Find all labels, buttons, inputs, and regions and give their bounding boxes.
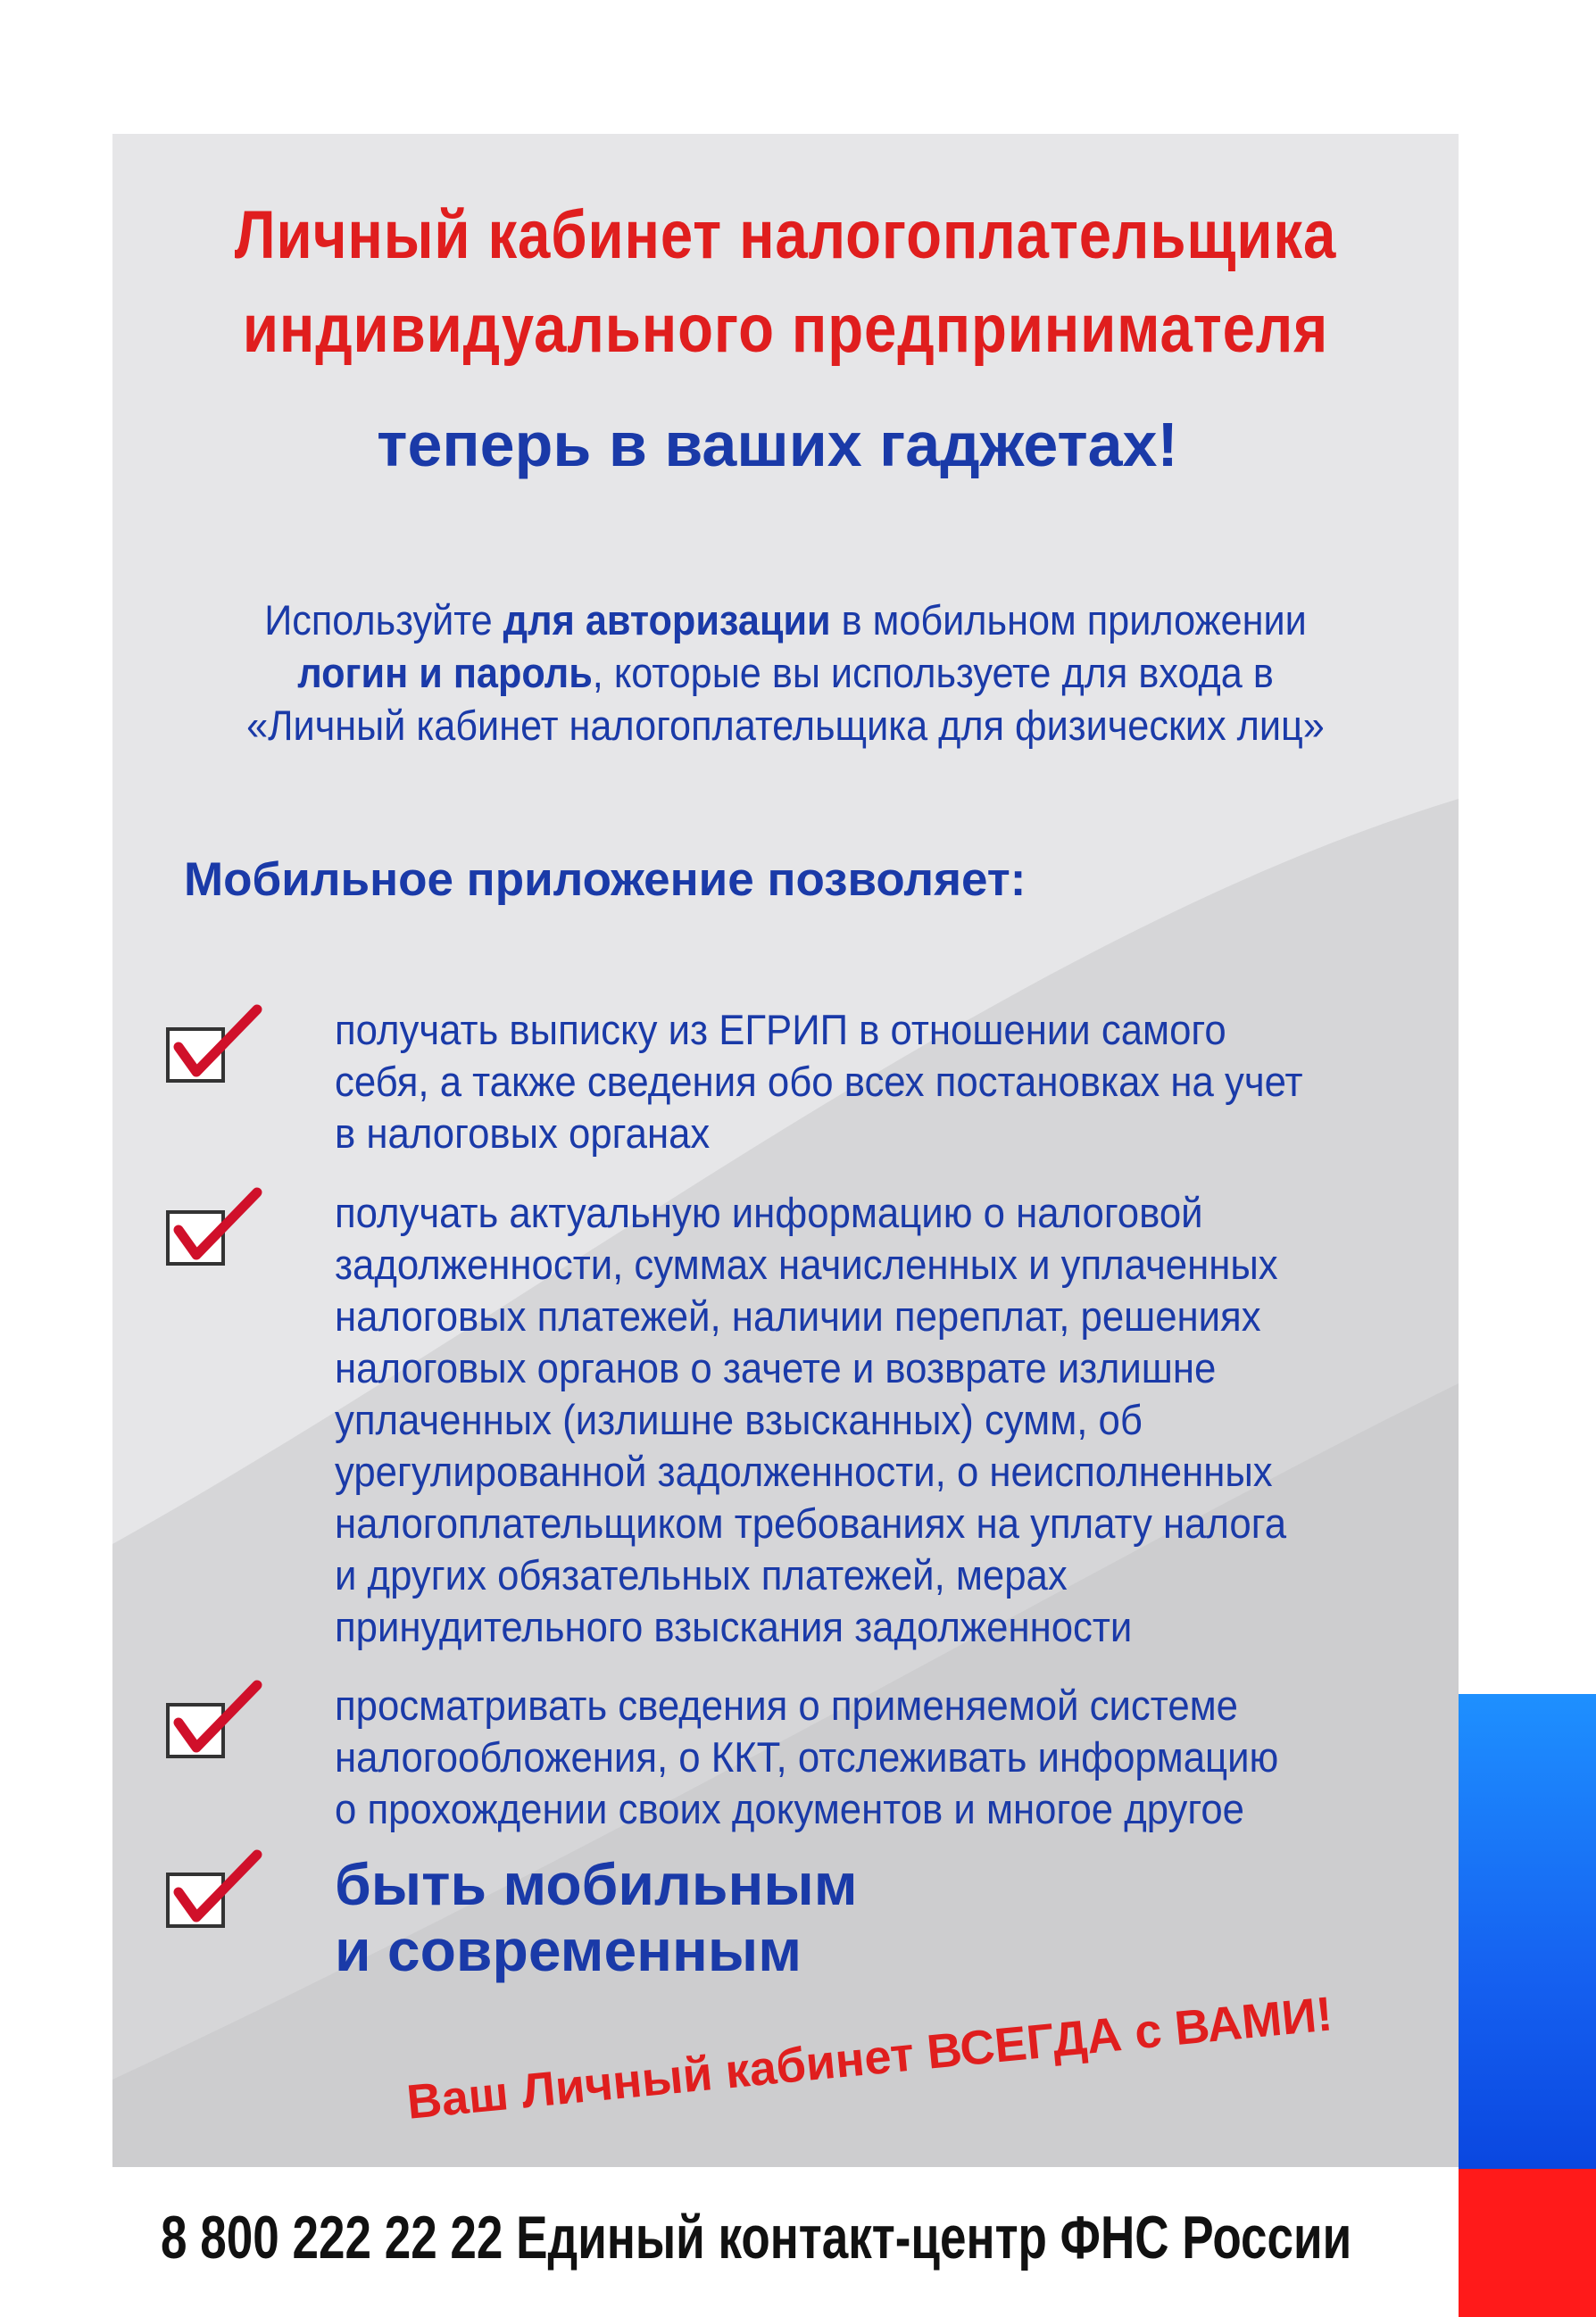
flag-stripe-red [1459,2169,1596,2317]
intro-text: , которые вы используете для входа в [592,649,1274,696]
feature-list [112,134,1459,2167]
checkbox-checked-icon [161,1187,263,1267]
title-line-2: индивидуального предпринимателя [242,291,1329,367]
intro-bold: логин и пароль [297,649,593,696]
flag-stripe-blue [1459,1694,1596,2169]
feature-text: просматривать сведения о применяемой системе налогообложения, о ККТ, отслеживать информацию о прохождении своих документов и многое другое [335,1682,1279,1832]
intro-text: Используйте [264,596,503,644]
intro-text: в мобильном приложении [830,596,1307,644]
slogan: Ваш Личный кабинет ВСЕГДА с ВАМИ! [404,1987,1335,2130]
feature-text-emphasis: быть мобильным и современным [335,1851,858,1983]
checkbox-checked-icon [161,1680,263,1760]
poster-panel [112,134,1459,2167]
intro-bold: для авторизации [503,596,831,644]
feature-text: получать актуальную информацию о налоговой задолженности, суммах начисленных и уплаченных налоговых платежей, наличии переплат, решениях налоговых органов о зачете и возврате излишне уплаченных (излишне взысканных) сумм, об урегулированной задолженности, о неисполненных налогоплательщиком требованиях на уплату налога и других обязательных платежей, мерах принудительного взыскания задолженности [335,1189,1287,1650]
contact-footer: 8 800 222 22 22 Единый контакт-центр ФНС России [161,2204,1352,2271]
section-heading: Мобильное приложение позволяет: [184,853,1027,906]
subtitle: теперь в ваших гаджетах! [377,410,1178,479]
checkbox-checked-icon [161,1004,263,1084]
feature-text: получать выписку из ЕГРИП в отношении самого себя, а также сведения обо всех постановках на учет в налоговых органах [335,1006,1303,1157]
title-line-1: Личный кабинет налогоплательщика [234,197,1337,273]
intro-text: «Личный кабинет налогоплательщика для физических лиц» [246,702,1325,749]
checkbox-checked-icon [161,1849,263,1930]
